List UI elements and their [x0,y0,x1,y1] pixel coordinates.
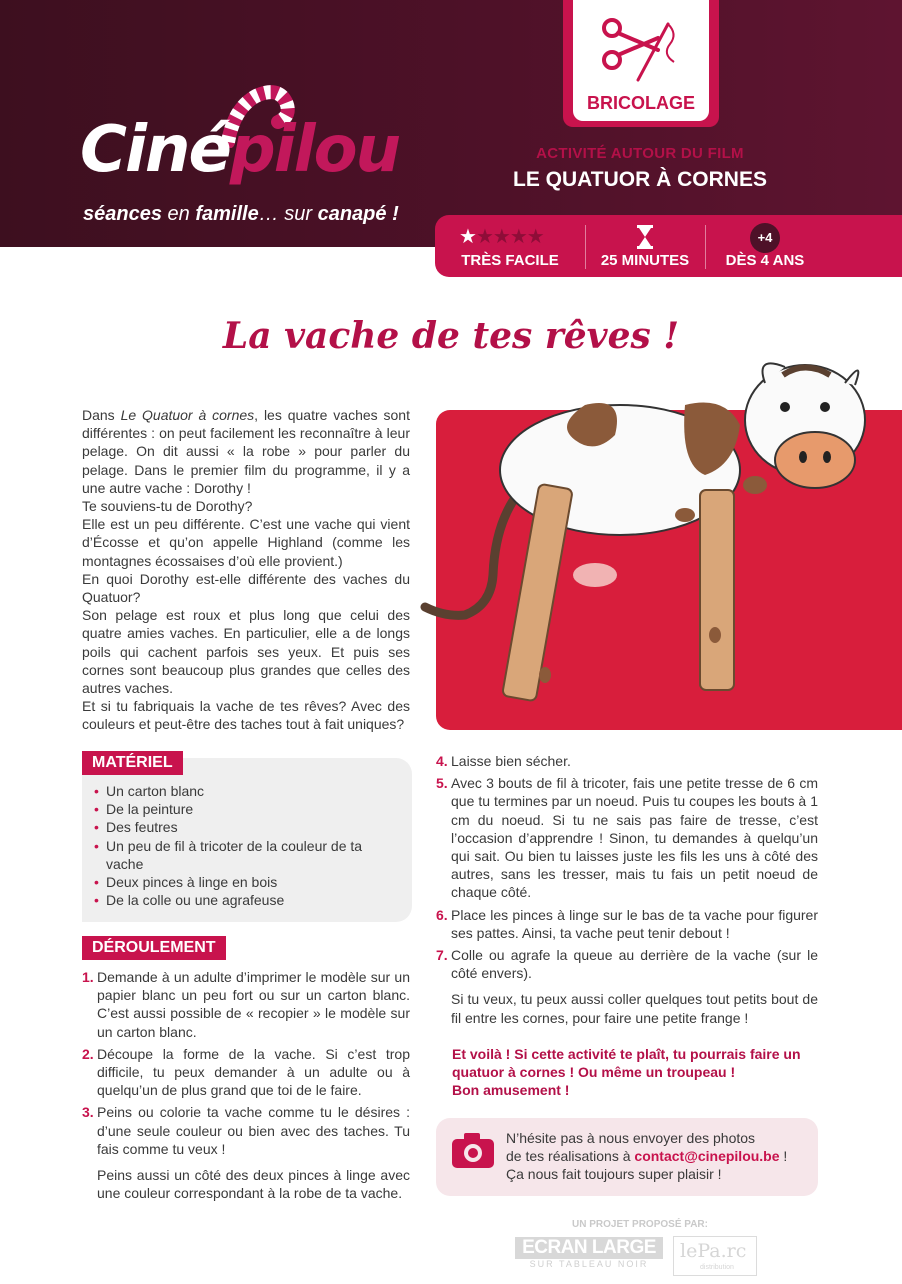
step-text: Découpe la forme de la vache. Si c’est trop difficile, tu peux demander à un adulte ou à quelqu’un de plus grand que toi de le faire. [97,1045,410,1099]
step-extra: Si tu veux, tu peux aussi coller quelques tout petits bout de fil entre les cornes, pour faire une petite frange ! [451,991,818,1026]
film-name: Le Quatuor à cornes [120,407,255,423]
contact-part: ! [779,1148,788,1164]
partner-logo-ecran-large [515,1237,663,1275]
partner-logo-le-parc [673,1236,757,1276]
activity-title: La vache de tes rêves ! [222,315,680,357]
film-kicker: ACTIVITÉ AUTOUR DU FILM [536,145,744,162]
intro-paragraph: Elle est un peu différente. C’est une vache qui vient d’Écosse et qu’on appelle Highland (comme les montagnes écossaises d’où elle provient.) [82,516,410,569]
list-item: • Un carton blanc [92,782,392,800]
tagline [83,203,399,226]
cow-craft-photo [405,345,902,730]
contact-line: N’hésite pas à nous envoyer des photos [506,1130,756,1146]
steps-list-right [436,752,818,1031]
list-item: • Deux pinces à linge en bois [92,873,392,891]
star-icon: ★ [492,226,510,248]
scissors-needle-icon [598,14,684,84]
step-text: Avec 3 bouts de fil à tricoter, fais une petite tresse de 6 cm que tu termines par un noeud. Puis tu coupes les bouts à 1 cm du noeud. Si tu ne sais pas faire de tresse, c’est l’occasion d’apprendre ! Sinon, tu demandes à quelqu’un qui sait. Ou bien tu laisses juste les fils les uns à côté des autres, sans les tresser, mais tu fais un petit noeud de chaque côté. [451,775,818,901]
closing-line: Bon amusement ! [452,1082,570,1098]
info-bar [435,215,902,277]
step-item [436,906,818,942]
contact-email-link[interactable]: contact@cinepilou.be [634,1148,780,1164]
age-badge: +4 [750,223,780,253]
logo [80,113,400,187]
intro-paragraph: Et si tu fabriquais la vache de tes rêves? Avec des couleurs et peut-être des taches tout à fait uniques? [82,698,410,733]
film-title: LE QUATUOR À CORNES [513,168,767,191]
step-text: Place les pinces à linge sur le bas de ta vache pour figurer ses pattes. Ainsi, ta vache peut tenir debout ! [451,906,818,941]
contact-box [436,1118,818,1196]
step-item [82,1103,410,1202]
tagline-part: ! [386,203,399,225]
age-cell [705,215,825,277]
step-text: Peins ou colorie ta vache comme tu le désires : d’une seule couleur ou bien avec des taches. Tu fais comme tu veux ! [97,1104,410,1157]
contact-line [506,1147,806,1165]
closing-text [452,1045,822,1099]
partner-name: lePa.rc [680,1240,747,1262]
step-number: 5. [436,775,448,792]
duration-cell [585,215,705,277]
logo-pilou: pilou [229,113,400,187]
category-tab [563,0,719,127]
step-item [436,752,818,770]
star-icon: ★ [509,226,527,248]
step-number: 6. [436,906,448,923]
materiel-heading: MATÉRIEL [82,751,183,775]
list-item: • De la colle ou une agrafeuse [92,891,392,909]
partner-name: ECRAN LARGE [515,1237,663,1259]
camera-icon [450,1130,496,1170]
step-number: 7. [436,947,448,964]
step-item [82,968,410,1041]
difficulty-cell [435,215,585,277]
list-item: • De la peinture [92,800,392,818]
intro-paragraph: Son pelage est roux et plus long que celui des quatre amies vaches. En particulier, elle a de longs poils qui cachent parfois ses yeux. Et puis ses cornes sont beaucoup plus grandes que celles des autres vaches. [82,607,410,697]
star-icon: ★ [459,226,476,248]
partner-subtitle: SUR TABLEAU NOIR [529,1259,649,1269]
tagline-part: séances [83,203,162,225]
difficulty-label: TRÈS FACILE [461,252,559,269]
footer-kicker: UN PROJET PROPOSÉ PAR: [572,1219,708,1230]
intro-text [82,406,410,734]
step-item [436,774,818,901]
intro-part: , les quatre vaches sont différentes : on peut facilement les reconnaître à leur pelage. On dit aussi « la robe » pour parler du pelage. Dans le premier film du programme, il y a une autre vache : Dorothy ! [82,407,410,496]
contact-line: Ça nous fait toujours super plaisir ! [506,1166,722,1182]
step-number: 2. [82,1045,94,1062]
step-number: 1. [82,969,94,985]
step-extra: Peins aussi un côté des deux pinces à linge avec une couleur correspondant à la robe de ta vache. [97,1167,410,1202]
star-icon: ★ [475,226,493,248]
deroulement-heading: DÉROULEMENT [82,936,226,960]
contact-text [506,1129,806,1183]
steps-list-left [82,968,410,1206]
step-text: Laisse bien sécher. [451,753,571,769]
difficulty-stars [459,224,544,249]
step-number: 4. [436,753,448,769]
closing-line: Et voilà ! Si cette activité te plaît, tu pourrais faire un quatuor à cornes ! Ou même un troupeau ! [452,1046,801,1080]
intro-paragraph: En quoi Dorothy est-elle différente des vaches du Quatuor? [82,570,410,606]
tagline-part: … sur [258,203,318,225]
step-number: 3. [82,1104,94,1121]
hourglass-icon [637,225,653,249]
duration-label: 25 MINUTES [600,252,690,269]
step-text: Colle ou agrafe la queue au derrière de la vache (sur le côté envers). [451,947,818,982]
tagline-part: famille [195,203,259,225]
logo-cine: Ciné [80,113,230,187]
intro-part: Dans [82,407,121,423]
header-band [0,0,902,247]
step-item [436,946,818,1027]
category-tab-inner [573,0,709,121]
intro-paragraph: Te souviens-tu de Dorothy? [82,498,253,515]
tagline-part: canapé [317,203,387,225]
intro-paragraph [82,406,410,497]
step-text: Demande à un adulte d’imprimer le modèle sur un papier blanc un peu fort ou sur un carton blanc. C’est aussi possible de « recopier » le modèle sur un carton blanc. [97,969,410,1040]
contact-part: de tes réalisations à [506,1148,635,1164]
partner-subtitle: distribution [700,1264,734,1271]
age-label: DÈS 4 ANS [725,252,805,269]
step-item [82,1045,410,1100]
list-item: • Des feutres [92,818,392,836]
star-icon: ★ [526,226,544,248]
materiel-list [92,782,392,909]
list-item: • Un peu de fil à tricoter de la couleur de ta vache [92,837,392,873]
tagline-part: en [161,203,196,225]
category-label: BRICOLAGE [587,93,695,113]
